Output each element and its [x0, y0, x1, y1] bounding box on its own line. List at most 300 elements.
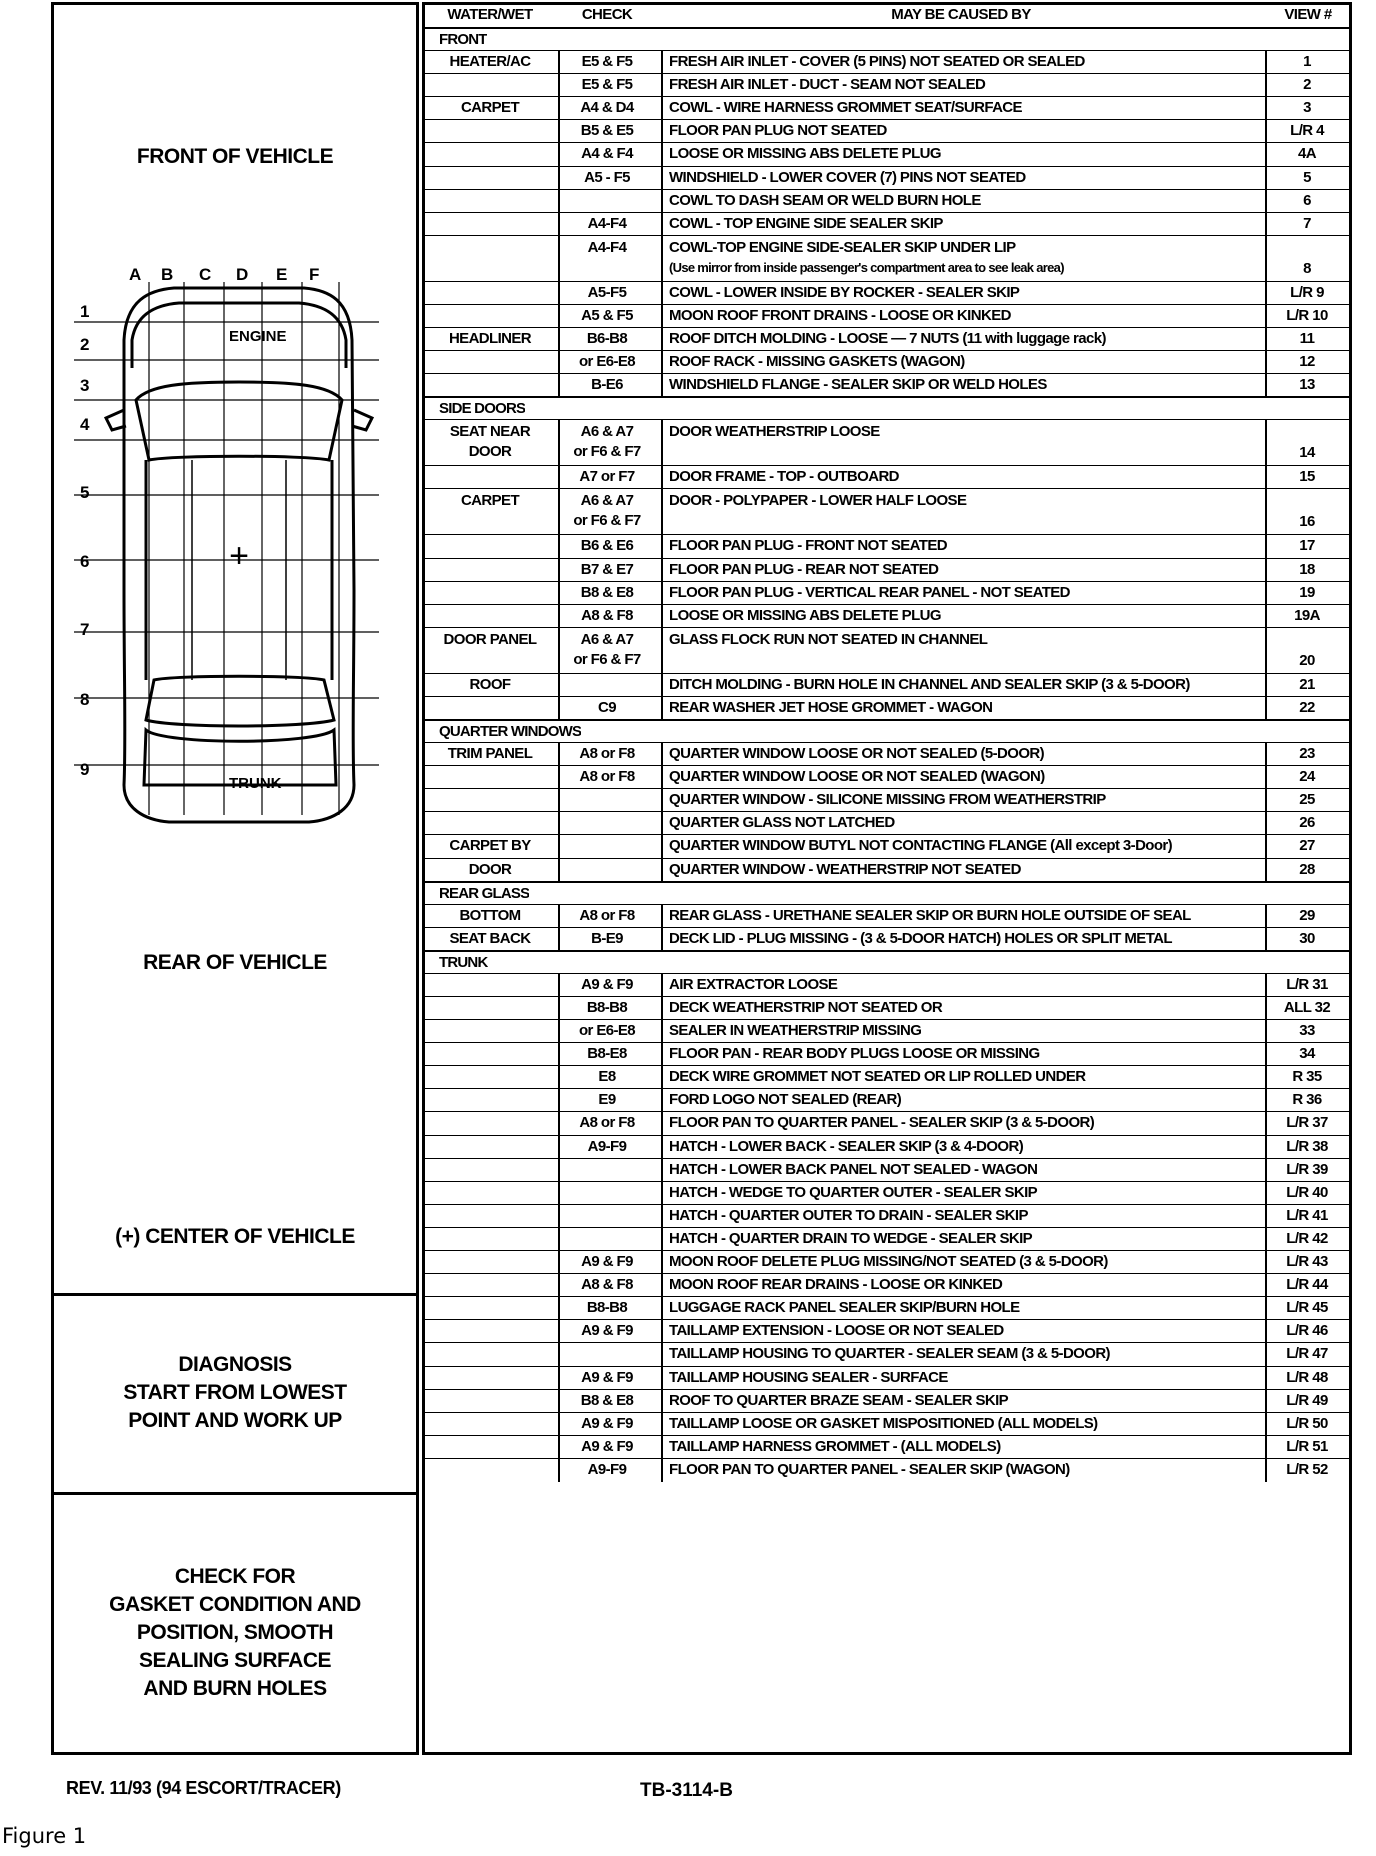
cause-text: QUARTER WINDOW - SILICONE MISSING FROM WEATHERSTRIP	[669, 791, 1106, 809]
cause-text: DOOR FRAME - TOP - OUTBOARD	[669, 468, 899, 486]
check-text: A9 & F9	[581, 1253, 633, 1270]
check-text: B7 & E7	[580, 560, 634, 578]
table-row	[425, 811, 1349, 835]
check-for-line-2: GASKET CONDITION AND	[109, 1593, 361, 1616]
table-row	[425, 1227, 1349, 1251]
cause-cell	[661, 812, 1261, 835]
water-wet-cell	[425, 1159, 555, 1182]
table-row	[425, 1158, 1349, 1182]
water-wet-cell	[425, 1320, 555, 1343]
cause-text: LOOSE OR MISSING ABS DELETE PLUG	[669, 606, 941, 624]
water-wet-cell	[425, 466, 555, 489]
view-number-cell: L/R 40	[1286, 1183, 1328, 1201]
trunk-label: TRUNK	[229, 775, 282, 792]
cause-text: MOON ROOF REAR DRAINS - LOOSE OR KINKED	[669, 1276, 1003, 1294]
document-number: TB-3114-B	[640, 1780, 733, 1801]
grid-row-label: 3	[80, 376, 90, 395]
cause-text: MOON ROOF DELETE PLUG MISSING/NOT SEATED (3 & 5-DOOR)	[669, 1253, 1108, 1270]
cause-text: ROOF DITCH MOLDING - LOOSE — 7 NUTS (11 with luggage rack)	[669, 330, 1106, 347]
rear-of-vehicle-label: REAR OF VEHICLE	[143, 951, 327, 974]
check-cell	[558, 1274, 656, 1297]
cause-cell	[661, 1436, 1261, 1459]
check-text: B8-E8	[587, 1045, 627, 1063]
table-row	[425, 627, 1349, 674]
water-wet-cell	[425, 905, 555, 928]
table-row	[425, 1342, 1349, 1366]
cause-cell	[661, 1089, 1261, 1112]
view-number-cell: L/R 39	[1286, 1160, 1328, 1178]
check-cell	[558, 1436, 656, 1459]
water-wet-cell	[425, 605, 555, 628]
check-cell	[558, 120, 656, 143]
check-text: A8 & F8	[581, 606, 633, 624]
check-text: A9-F9	[587, 1137, 627, 1155]
table-row	[425, 73, 1349, 97]
water-wet-cell	[425, 143, 555, 166]
cause-cell	[661, 1413, 1261, 1436]
view-number-cell: L/R 51	[1286, 1437, 1328, 1455]
check-text: B6-B8	[586, 330, 628, 347]
cause-text: TAILLAMP EXTENSION - LOOSE OR NOT SEALED	[669, 1322, 1004, 1340]
water-wet-cell	[425, 1413, 555, 1436]
water-wet-cell	[425, 974, 555, 997]
view-number-cell: L/R 49	[1286, 1391, 1328, 1409]
grid-row-label: 2	[80, 335, 90, 354]
grid-column-label: D	[236, 265, 249, 284]
cause-cell	[661, 1159, 1261, 1182]
check-cell	[558, 351, 656, 374]
check-cell	[558, 1367, 656, 1390]
cause-cell	[661, 236, 1261, 282]
table-row	[425, 1019, 1349, 1043]
table-row	[425, 996, 1349, 1020]
cause-text: COWL-TOP ENGINE SIDE-SEALER SKIP UNDER LIP	[669, 238, 1016, 256]
check-text: B-E9	[591, 929, 623, 947]
header-check: CHECK	[581, 6, 633, 23]
check-cell	[558, 628, 656, 676]
diagnosis-line-3: POINT AND WORK UP	[128, 1409, 342, 1432]
check-for-line-4: SEALING SURFACE	[138, 1649, 332, 1672]
revision-note: REV. 11/93 (94 ESCORT/TRACER)	[66, 1778, 341, 1798]
cause-cell	[661, 997, 1261, 1020]
panel-divider	[54, 1492, 416, 1495]
table-row	[425, 927, 1349, 951]
water-wet-cell	[425, 190, 555, 213]
water-leak-diagnosis-table	[422, 2, 1352, 1755]
table-row	[425, 1458, 1349, 1482]
cause-cell	[661, 1297, 1261, 1320]
cause-cell	[661, 1112, 1261, 1135]
water-wet-cell	[425, 1274, 555, 1297]
water-wet-cell	[425, 1205, 555, 1228]
check-text-2: or F6 & F7	[573, 443, 641, 461]
water-wet-cell	[425, 1020, 555, 1043]
check-text-2: or F6 & F7	[573, 650, 641, 668]
check-cell	[558, 1182, 656, 1205]
table-row	[425, 1088, 1349, 1112]
cause-text: TAILLAMP HARNESS GROMMET - (ALL MODELS)	[669, 1437, 1001, 1455]
table-row	[425, 419, 1349, 466]
check-cell	[558, 74, 656, 97]
table-row	[425, 558, 1349, 582]
check-cell	[558, 905, 656, 928]
table-row	[425, 1042, 1349, 1066]
diagnosis-line-1: DIAGNOSIS	[178, 1353, 292, 1376]
check-cell	[558, 213, 656, 236]
cause-text: HATCH - QUARTER OUTER TO DRAIN - SEALER SKIP	[669, 1206, 1028, 1224]
water-wet-cell	[425, 236, 555, 284]
table-row	[425, 142, 1349, 166]
view-number-cell: 1	[1303, 53, 1311, 70]
vehicle-diagram-panel	[51, 2, 419, 1755]
cause-cell	[661, 305, 1261, 328]
water-wet-cell	[425, 282, 555, 305]
water-wet-text: ROOF	[469, 675, 511, 693]
check-cell	[558, 1459, 656, 1482]
table-row	[425, 1412, 1349, 1436]
cause-cell	[661, 859, 1261, 882]
cause-text: FLOOR PAN PLUG - FRONT NOT SEATED	[669, 537, 947, 555]
water-wet-cell	[425, 97, 555, 120]
check-cell	[558, 466, 656, 489]
check-cell	[558, 1320, 656, 1343]
view-number-cell: R 36	[1292, 1091, 1322, 1109]
cause-text: WINDSHIELD - LOWER COVER (7) PINS NOT SEATED	[669, 168, 1026, 186]
water-wet-cell	[425, 1136, 555, 1159]
cause-note: (Use mirror from inside passenger's compartment area to see leak area)	[669, 259, 1064, 275]
view-number-cell: 13	[1299, 376, 1315, 394]
table-row	[425, 1065, 1349, 1089]
table-row	[425, 1181, 1349, 1205]
cause-cell	[661, 213, 1261, 236]
table-row	[425, 1250, 1349, 1274]
check-text: B8-B8	[586, 1299, 628, 1317]
table-row	[425, 834, 1349, 858]
table-row	[425, 235, 1349, 282]
check-text: A8 or F8	[579, 1114, 635, 1132]
side-mirror-right	[352, 410, 372, 430]
view-number-cell: L/R 10	[1286, 306, 1328, 324]
table-row	[425, 1296, 1349, 1320]
water-wet-cell	[425, 997, 555, 1020]
cause-text: FLOOR PAN TO QUARTER PANEL - SEALER SKIP (WAGON)	[669, 1460, 1070, 1478]
cause-text: TAILLAMP LOOSE OR GASKET MISPOSITIONED (ALL MODELS)	[669, 1414, 1098, 1432]
check-text: E5 & F5	[581, 76, 633, 94]
table-row	[425, 1135, 1349, 1159]
cause-cell	[661, 1459, 1261, 1482]
view-number-cell: 12	[1299, 353, 1315, 371]
view-number-cell: 24	[1299, 768, 1315, 786]
check-cell	[558, 420, 656, 468]
view-number-cell: L/R 48	[1286, 1368, 1328, 1386]
water-wet-cell	[425, 489, 555, 537]
check-text: A9 & F9	[581, 1322, 633, 1340]
cause-text: HATCH - WEDGE TO QUARTER OUTER - SEALER SKIP	[669, 1183, 1038, 1201]
section-title: SIDE DOORS	[439, 400, 526, 418]
table-row	[425, 904, 1349, 928]
check-cell	[558, 974, 656, 997]
check-text: E5 & F5	[581, 53, 633, 70]
table-section-header	[425, 396, 1349, 421]
check-cell	[558, 928, 656, 951]
water-wet-cell	[425, 1251, 555, 1274]
table-section-header	[425, 950, 1349, 975]
view-number-cell: 2	[1303, 76, 1311, 94]
check-text: A4 & F4	[581, 145, 633, 163]
table-row	[425, 96, 1349, 120]
cause-cell	[661, 466, 1261, 489]
check-cell	[558, 789, 656, 812]
section-title: FRONT	[439, 31, 487, 48]
cause-cell	[661, 143, 1261, 166]
table-row	[425, 465, 1349, 489]
view-number-cell: 7	[1303, 214, 1311, 232]
view-number-cell: L/R 52	[1286, 1460, 1328, 1478]
water-wet-cell	[425, 1436, 555, 1459]
check-cell	[558, 835, 656, 858]
water-wet-cell	[425, 1112, 555, 1135]
check-text: A8 & F8	[581, 1276, 633, 1294]
check-cell	[558, 1343, 656, 1366]
view-number-cell: L/R 37	[1286, 1114, 1328, 1132]
cause-cell	[661, 1182, 1261, 1205]
cause-cell	[661, 167, 1261, 190]
check-text: A5-F5	[587, 283, 627, 301]
water-wet-cell	[425, 1343, 555, 1366]
check-cell	[558, 489, 656, 537]
header-may-be-caused-by: MAY BE CAUSED BY	[891, 6, 1031, 23]
view-number-cell: 34	[1299, 1045, 1315, 1063]
table-row	[425, 858, 1349, 882]
table-row	[425, 488, 1349, 535]
check-text: A4-F4	[587, 238, 627, 256]
check-for-line-3: POSITION, SMOOTH	[136, 1621, 334, 1644]
cause-text: FLOOR PAN PLUG - VERTICAL REAR PANEL - NOT SEATED	[669, 583, 1070, 601]
cause-text: ROOF TO QUARTER BRAZE SEAM - SEALER SKIP	[669, 1391, 1009, 1409]
table-row	[425, 765, 1349, 789]
cause-cell	[661, 582, 1261, 605]
water-wet-text: TRIM PANEL	[447, 745, 533, 762]
cause-cell	[661, 605, 1261, 628]
view-number-cell: 26	[1299, 814, 1315, 832]
cause-text: DECK WIRE GROMMET NOT SEATED OR LIP ROLLED UNDER	[669, 1068, 1086, 1086]
cause-text: COWL TO DASH SEAM OR WELD BURN HOLE	[669, 191, 981, 209]
cause-cell	[661, 74, 1261, 97]
view-number-cell: L/R 41	[1286, 1206, 1328, 1224]
view-number-cell: 11	[1299, 330, 1315, 347]
table-row	[425, 281, 1349, 305]
water-wet-cell	[425, 628, 555, 676]
table-row	[425, 1389, 1349, 1413]
cause-text: QUARTER GLASS NOT LATCHED	[669, 814, 895, 832]
view-number-cell: 15	[1299, 468, 1315, 486]
cause-cell	[661, 928, 1261, 951]
water-wet-text-2: DOOR	[468, 443, 512, 461]
view-number-cell: 21	[1299, 675, 1315, 693]
check-text: A7 or F7	[579, 468, 635, 486]
view-number-cell: 8	[1303, 259, 1311, 277]
check-cell	[558, 766, 656, 789]
table-row	[425, 373, 1349, 397]
cause-text: HATCH - LOWER BACK PANEL NOT SEALED - WAGON	[669, 1160, 1038, 1178]
cause-cell	[661, 1020, 1261, 1043]
cause-text: QUARTER WINDOW LOOSE OR NOT SEALED (WAGON)	[669, 768, 1045, 786]
check-cell	[558, 1089, 656, 1112]
cause-text: TAILLAMP HOUSING SEALER - SURFACE	[669, 1368, 948, 1386]
water-wet-text: CARPET BY	[449, 837, 531, 855]
cause-cell	[661, 328, 1261, 351]
check-cell	[558, 1251, 656, 1274]
water-wet-cell	[425, 1089, 555, 1112]
check-cell	[558, 1066, 656, 1089]
cause-text: FLOOR PAN TO QUARTER PANEL - SEALER SKIP (3 & 5-DOOR)	[669, 1114, 1095, 1132]
panel-divider	[54, 1293, 416, 1296]
table-row	[425, 1204, 1349, 1228]
cause-cell	[661, 628, 1261, 674]
view-number-cell: 23	[1299, 745, 1315, 762]
table-section-header	[425, 719, 1349, 744]
table-header-row	[425, 5, 1349, 29]
view-number-cell: 19A	[1294, 606, 1320, 624]
water-wet-cell	[425, 674, 555, 697]
view-number-cell: L/R 46	[1286, 1322, 1328, 1340]
grid-column-label: F	[309, 265, 320, 284]
view-number-cell: L/R 43	[1286, 1253, 1328, 1270]
view-number-cell: 18	[1299, 560, 1315, 578]
view-number-cell: R 35	[1292, 1068, 1322, 1086]
water-wet-text: HEADLINER	[448, 330, 532, 347]
view-number-cell: L/R 9	[1290, 283, 1324, 301]
cause-text: DOOR - POLYPAPER - LOWER HALF LOOSE	[669, 492, 967, 510]
view-number-cell: L/R 47	[1286, 1345, 1328, 1363]
check-text: A6 & A7	[580, 492, 634, 510]
check-cell	[558, 535, 656, 558]
cause-text: LUGGAGE RACK PANEL SEALER SKIP/BURN HOLE	[669, 1299, 1020, 1317]
check-cell	[558, 236, 656, 284]
header-view-number: VIEW #	[1284, 6, 1332, 23]
cause-cell	[661, 835, 1261, 858]
view-number-cell: L/R 50	[1286, 1414, 1328, 1432]
table-row	[425, 534, 1349, 558]
water-wet-cell	[425, 789, 555, 812]
table-section-header	[425, 27, 1349, 52]
engine-label: ENGINE	[229, 328, 287, 345]
check-text: A4-F4	[587, 214, 627, 232]
water-wet-cell	[425, 351, 555, 374]
cause-text: REAR GLASS - URETHANE SEALER SKIP OR BURN HOLE OUTSIDE OF SEAL	[669, 906, 1191, 924]
water-wet-text: DOOR	[468, 860, 512, 878]
cause-cell	[661, 1251, 1261, 1274]
check-cell	[558, 328, 656, 351]
check-cell	[558, 859, 656, 882]
water-wet-cell	[425, 535, 555, 558]
check-cell	[558, 1136, 656, 1159]
cause-text: DOOR WEATHERSTRIP LOOSE	[669, 423, 880, 441]
check-text: B5 & E5	[580, 122, 634, 140]
view-number-cell: 25	[1299, 791, 1315, 809]
water-wet-cell	[425, 328, 555, 351]
water-wet-text: BOTTOM	[459, 906, 521, 924]
cause-cell	[661, 374, 1261, 397]
table-row	[425, 788, 1349, 812]
cause-cell	[661, 789, 1261, 812]
diagnosis-line-2: START FROM LOWEST	[123, 1381, 347, 1404]
table-row	[425, 189, 1349, 213]
cause-text: HATCH - QUARTER DRAIN TO WEDGE - SEALER SKIP	[669, 1229, 1033, 1247]
check-text: A8 or F8	[579, 768, 635, 786]
water-wet-cell	[425, 1066, 555, 1089]
check-text: A8 or F8	[579, 906, 635, 924]
check-text: A9-F9	[587, 1460, 627, 1478]
check-text: A9 & F9	[581, 1368, 633, 1386]
view-number-cell: 6	[1303, 191, 1311, 209]
table-row	[425, 350, 1349, 374]
check-cell	[558, 582, 656, 605]
view-number-cell: 19	[1299, 583, 1315, 601]
cause-text: COWL - TOP ENGINE SIDE SEALER SKIP	[669, 214, 943, 232]
cause-text: HATCH - LOWER BACK - SEALER SKIP (3 & 4-DOOR)	[669, 1137, 1024, 1155]
cause-text: COWL - LOWER INSIDE BY ROCKER - SEALER SKIP	[669, 283, 1020, 301]
grid-column-label: B	[161, 265, 174, 284]
cause-text: FLOOR PAN PLUG NOT SEATED	[669, 122, 887, 140]
center-mark: +	[229, 537, 249, 575]
table-row	[425, 1366, 1349, 1390]
grid-column-label: C	[199, 265, 212, 284]
table-row	[425, 304, 1349, 328]
table-row	[425, 1319, 1349, 1343]
view-number-cell: L/R 44	[1286, 1276, 1328, 1294]
water-wet-cell	[425, 1459, 555, 1482]
water-wet-cell	[425, 928, 555, 951]
check-text: A5 & F5	[581, 306, 633, 324]
check-text: or E6-E8	[578, 1022, 636, 1039]
cause-cell	[661, 766, 1261, 789]
view-number-cell: 22	[1299, 698, 1315, 716]
check-cell	[558, 559, 656, 582]
header-water-wet: WATER/WET	[447, 6, 533, 23]
table-row	[425, 581, 1349, 605]
check-cell	[558, 812, 656, 835]
check-text: A9 & F9	[581, 1414, 633, 1432]
cause-cell	[661, 420, 1261, 466]
check-cell	[558, 1390, 656, 1413]
check-text: B8 & E8	[580, 583, 634, 601]
check-text-2: or F6 & F7	[573, 512, 641, 530]
figure-caption: Figure 1	[2, 1824, 87, 1848]
check-cell	[558, 605, 656, 628]
water-wet-cell	[425, 167, 555, 190]
water-wet-cell	[425, 835, 555, 858]
cause-text: FRESH AIR INLET - DUCT - SEAM NOT SEALED	[669, 76, 986, 94]
table-row	[425, 119, 1349, 143]
center-of-vehicle-label: (+) CENTER OF VEHICLE	[115, 1225, 355, 1248]
grid-row-label: 5	[80, 483, 90, 502]
water-wet-cell	[425, 766, 555, 789]
water-wet-cell	[425, 582, 555, 605]
cause-cell	[661, 1228, 1261, 1251]
view-number-cell: L/R 42	[1286, 1229, 1328, 1247]
water-wet-text: CARPET	[460, 492, 520, 510]
check-cell	[558, 1205, 656, 1228]
water-wet-text: HEATER/AC	[449, 53, 531, 70]
check-text: B8-B8	[586, 998, 628, 1016]
cause-cell	[661, 97, 1261, 120]
cause-cell	[661, 535, 1261, 558]
cause-cell	[661, 489, 1261, 535]
view-number-cell: 30	[1299, 929, 1315, 947]
check-cell	[558, 1159, 656, 1182]
cause-text: FLOOR PAN - REAR BODY PLUGS LOOSE OR MISSING	[669, 1045, 1040, 1063]
